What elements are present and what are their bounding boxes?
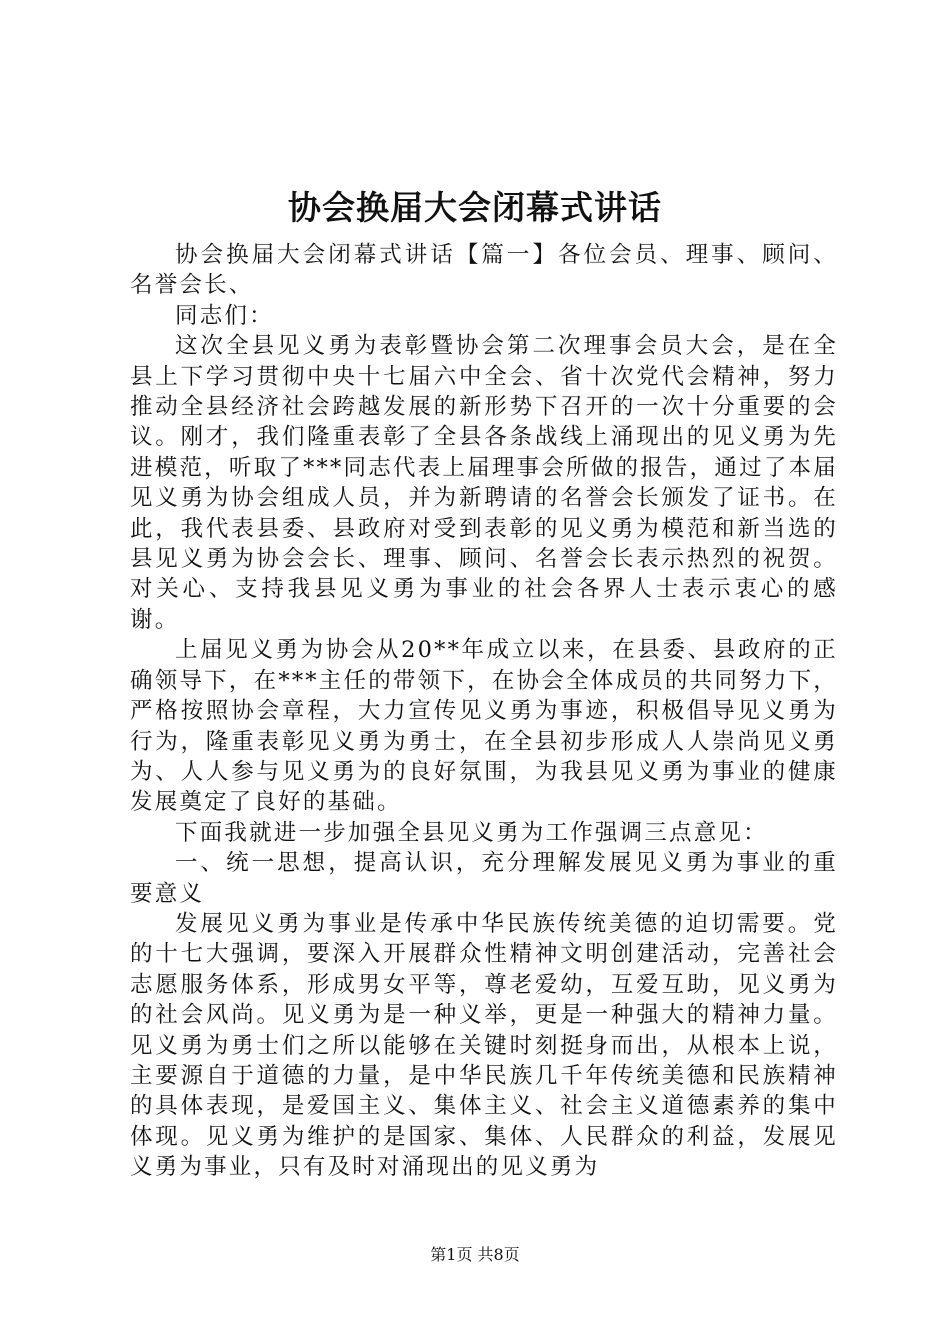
paragraph-greeting: 同志们： bbox=[175, 302, 274, 329]
paragraph-significance: 发展见义勇为事业是传承中华民族传统美德的迫切需要。党的十七大强调，要深入开展群众性精神文明创建活动，完善社会志愿服务体系，形成男女平等，尊老爱幼，互爱互助，见义勇为的社会风尚。见义勇为是一种义举，更是一种强大的精神力量。见义勇为勇士们之所以能够在关键时刻挺身而出，从根本上说，主要源自于道德的力量，是中华民族几千年传统美德和民族精神的具体表现，是爱国主义、集体主义、社会主义道德素养的集中体现。见义勇为维护的是国家、集体、人民群众的利益，发展见义勇为事业，只有及时对涌现出的见义勇为 bbox=[130, 910, 838, 1181]
section-heading-one: 一、统一思想，提高认识，充分理解发展见义勇为事业的重要意义 bbox=[130, 850, 838, 907]
paragraph-meeting-summary: 这次全县见义勇为表彰暨协会第二次理事会员大会，是在全县上下学习贯彻中央十七届六中全会、省十次党代会精神，努力推动全县经济社会跨越发展的新形势下召开的一次十分重要的会议。刚才，我们隆重表彰了全县各条战线上涌现出的见义勇为先进模范，听取了***同志代表上届理事会所做的报告，通过了本届见义勇为协会组成人员，并为新聘请的名誉会长颁发了证书。在此，我代表县委、县政府对受到表彰的见义勇为模范和新当选的县见义勇为协会会长、理事、顾问、名誉会长表示热烈的祝贺。对关心、支持我县见义勇为事业的社会各界人士表示衷心的感谢。 bbox=[130, 333, 838, 633]
paragraph-salutation: 协会换届大会闭幕式讲话【篇一】各位会员、理事、顾问、名誉会长、 bbox=[130, 242, 838, 299]
document-title: 协会换届大会闭幕式讲话 bbox=[288, 188, 662, 227]
paragraph-three-points-intro: 下面我就进一步加强全县见义勇为工作强调三点意见： bbox=[175, 819, 768, 846]
paragraph-previous-council: 上届见义勇为协会从20**年成立以来，在县委、县政府的正确领导下，在***主任的带领下，在协会全体成员的共同努力下，严格按照协会章程，大力宣传见义勇为事迹，积极倡导见义勇为行为，隆重表彰见义勇为勇士，在全县初步形成人人崇尚见义勇为、人人参与见义勇为的良好氛围，为我县见义勇为事业的健康发展奠定了良好的基础。 bbox=[130, 637, 838, 816]
page-number-footer: 第1页 共8页 bbox=[430, 1245, 520, 1264]
document-body bbox=[130, 240, 838, 1183]
